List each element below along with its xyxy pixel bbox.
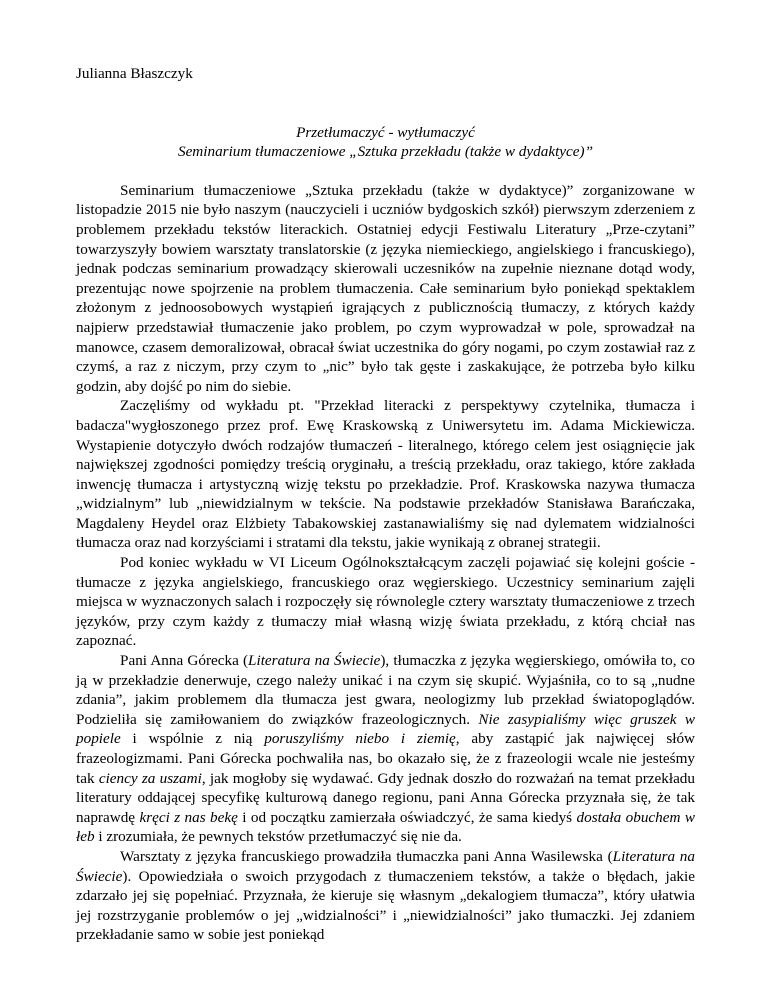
- italic-idiom: kręci z nas bekę: [139, 808, 238, 826]
- paragraph-text: Zaczęliśmy od wykładu pt. "Przekład literacki z perspektywy czytelnika, tłumacza i badacza"wygłoszonego przez prof. Ewę Kraskowską z Uniwersytetu im. Adama Mickiewicza. Wystapienie dotyczyło dwóch rodzajów tłumaczeń - literalnego, którego celem jest osiągnięcie jak największej zgodności pomiędzy treścią oryginału, a treścią przekładu, oraz takiego, które zakłada inwencję tłumacza i artystyczną wizję tekstu po przekładzie. Prof. Kraskowska nazywa tłumacza „widzialnym” lub „niewidzialnym w tekście. Na podstawie przekładów Stanisława Barańczaka, Magdaleny Heydel oraz Elżbiety Tabakowskiej zastanawialiśmy się nad dylematem widzialności tłumacza oraz nad korzyściami i stratami dla tekstu, jakie wynikają z obranej strategii.: [76, 397, 695, 552]
- paragraph-text: Pani Anna Górecka (: [120, 652, 249, 670]
- paragraph-text: ). Opowiedziała o swoich przygodach z tłumaczeniem tekstów, a także o błędach, jakie zdarzało jej się popełniać. Przyznała, że kieruje się własnym „dekalogiem tłumacza”, który ułatwia jej rozstrzyganie problemów o jej „widzialności” i „niewidzialności” jako tłumaczki. Jej zdaniem przekładanie samo w sobie jest poniekąd: [76, 867, 695, 944]
- paragraph-5: [76, 847, 695, 945]
- paragraph-text: , jak mogłoby się wydawać. Gdy jednak doszło do rozważań na temat przekładu literatury oddającej specyfikę kulturową danego regionu, pani Anna Górecka przyznała się, że tak naprawdę: [76, 769, 695, 826]
- italic-journal-title: Literatura na Świecie: [76, 847, 695, 885]
- paragraph-text: , aby zastąpić jak najwięcej słów frazeologizmami. Pani Górecka pochwaliła nas, bo okazało się, że z frazeologii wcale nie jesteśmy tak: [76, 730, 696, 787]
- paragraph-text: ), tłumaczka z języka węgierskiego, omówiła to, co ją w przekładzie denerwuje, czego należy unikać i na czym się skupić. Wyjaśniła, co to są „nudne zdania”, jakim problemem dla tłumacza jest gwara, neologizmy lub przekład światopoglądów. Podzieliła się zamiłowaniem do związków frazeologicznych.: [76, 652, 695, 728]
- paragraph-text: Pod koniec wykładu w VI Liceum Ogólnokształcącym zaczęli pojawiać się kolejni goście - tłumacze z języka angielskiego, francuskiego oraz węgierskiego. Uczestnicy seminarium zajęli miejsca w wyznaczonych salach i rozpoczęły się równolegle cztery warsztaty tłumaczeniowe z trzech języków, przy czym każdy z tłumaczy miał własną wizję świata przekładu, z którą chciał nas zapoznać.: [76, 554, 695, 650]
- paragraph-text: Seminarium tłumaczeniowe „Sztuka przekładu (także w dydaktyce)” zorganizowane w listopadzie 2015 nie było naszym (nauczycieli i uczniów bydgoskich szkół) pierwszym zderzeniem z problemem przekładu tekstów literackich. Ostatniej edycji Festiwalu Literatury „Prze-czytani” towarzyszyły bowiem warsztaty translatorskie (z języka niemieckiego, angielskiego i francuskiego), jednak podczas seminarium prowadzący skierowali uczesników na zupełnie nieznane dotąd wody, prezentując nowe spojrzenie na problem tłumaczenia. Całe seminarium było poniekąd spektaklem złożonym z jednoosobowych wystąpień igrających z publicznością tłumaczy, z których każdy najpierw przedstawiał tłumaczenie jako problem, po czym wyprowadzał w pole, sprowadzał na manowce, czasem demoralizował, obracał świat uczestnika do góry nogami, po czym zostawiał raz z czymś, a raz z niczym, przy czym to „nic” było tak gęste i zaskakujące, że potrzeba było kilku godzin, aby dojść po nim do siebie.: [76, 181, 695, 395]
- italic-idiom: Nie zasypialiśmy więc gruszek w popiele: [76, 710, 695, 748]
- italic-journal-title: Literatura na Świecie: [248, 652, 381, 670]
- author-name: Julianna Błaszczyk: [76, 65, 193, 82]
- document-title: [76, 123, 695, 162]
- document-page: [76, 64, 695, 945]
- title-line-1: Przetłumaczyć - wytłumaczyć: [296, 123, 475, 141]
- paragraph-text: i od początku zamierzała oświadczyć, że sama kiedyś: [237, 808, 577, 826]
- italic-idiom: poruszyliśmy niebo i ziemię: [264, 730, 456, 748]
- italic-idiom: ciency za uszami: [98, 769, 202, 787]
- title-line-2: Seminarium tłumaczeniowe „Sztuka przekładu (także w dydaktyce)”: [177, 143, 594, 161]
- paragraph-1: [76, 181, 695, 397]
- paragraph-text: Warsztaty z języka francuskiego prowadziła tłumaczka pani Anna Wasilewska (: [120, 847, 613, 865]
- italic-idiom: dostała obuchem w łeb: [76, 808, 695, 846]
- paragraph-text: i zrozumiała, że pewnych tekstów przetłumaczyć się nie da.: [94, 828, 462, 846]
- paragraph-text: i wspólnie z nią: [120, 730, 265, 748]
- paragraph-3: [76, 553, 695, 651]
- paragraph-2: [76, 396, 695, 553]
- paragraph-4: [76, 651, 695, 847]
